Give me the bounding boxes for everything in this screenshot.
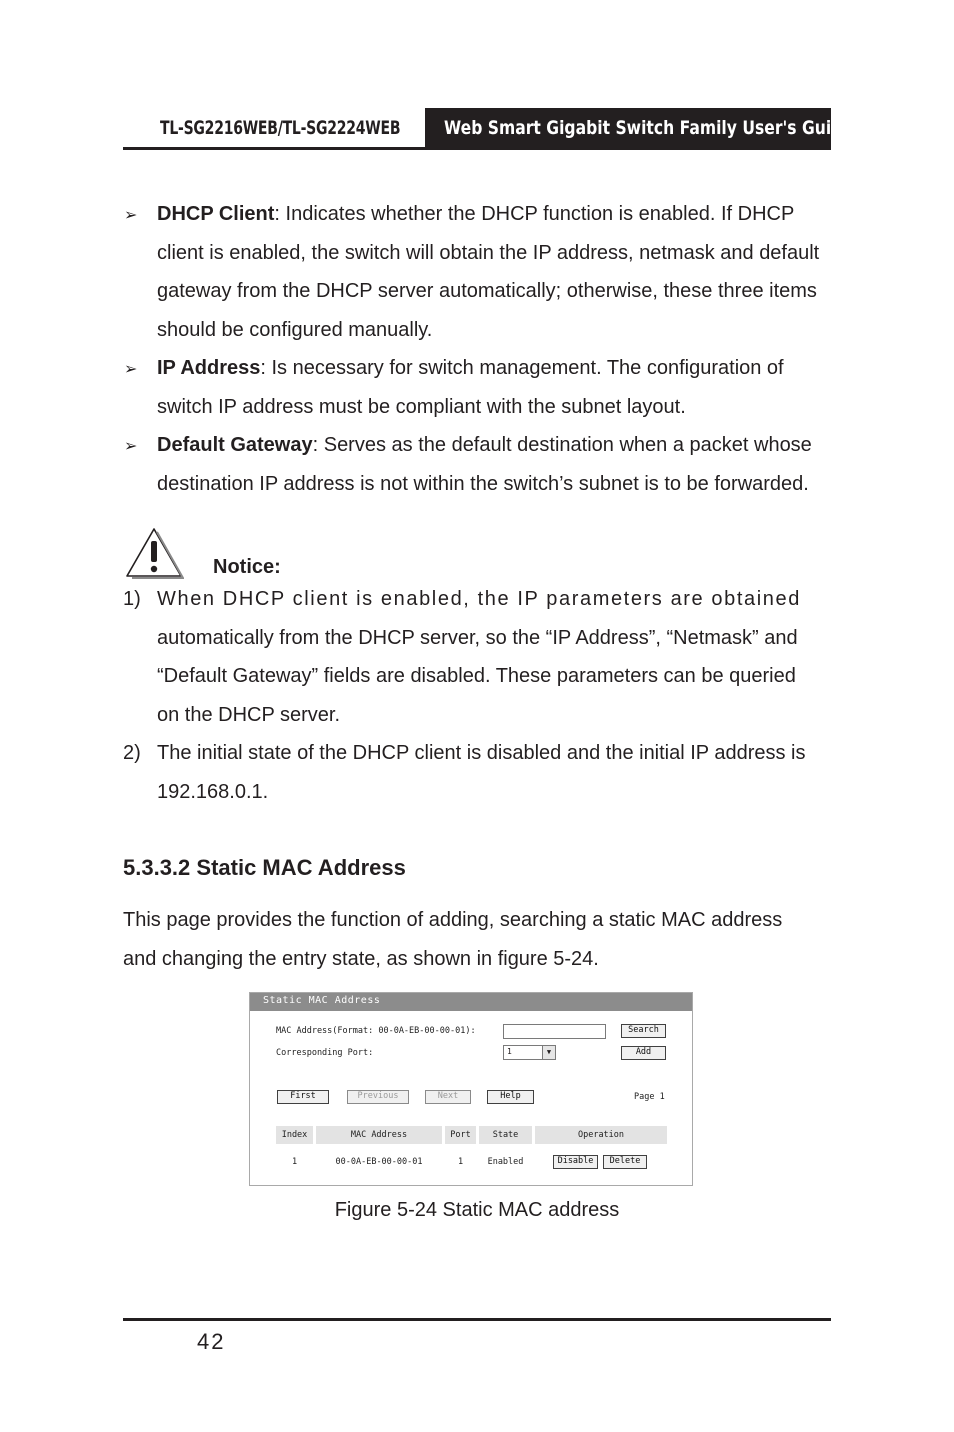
mac-address-input[interactable]: [503, 1024, 606, 1039]
bullet-text: should be configured manually.: [157, 318, 433, 341]
next-button[interactable]: Next: [425, 1090, 471, 1104]
notice-text: “Default Gateway” fields are disabled. These parameters can be queried: [157, 665, 796, 688]
search-button[interactable]: Search: [621, 1024, 666, 1038]
page-number: 42: [197, 1329, 226, 1354]
bullet-text: gateway from the DHCP server automatically; otherwise, these three items: [157, 280, 817, 303]
footer-rule: [123, 1318, 831, 1321]
notice-title: Notice:: [213, 556, 281, 578]
bullet-arrow-icon: ➢: [124, 361, 138, 378]
bullet-text: : Is necessary for switch management. The configuration of: [260, 357, 784, 379]
page-indicator: Page 1: [634, 1092, 665, 1102]
section-intro: [123, 901, 831, 978]
bullet-term: Default Gateway: [157, 434, 313, 456]
header-guide-block: [425, 108, 853, 150]
chevron-down-icon[interactable]: ▼: [542, 1046, 555, 1059]
panel-title-bar: [250, 993, 692, 1011]
row-index: 1: [291, 1157, 298, 1167]
notice-item-2: [157, 734, 831, 811]
port-select-value: 1: [507, 1047, 512, 1056]
column-header-port: Port: [445, 1126, 476, 1144]
notice-text: When DHCP client is enabled, the IP parameters are obtained: [157, 588, 801, 610]
header-guide-title: Web Smart Gigabit Switch Family User's Guide: [444, 117, 853, 139]
column-header-mac: MAC Address: [316, 1126, 442, 1144]
disable-button[interactable]: Disable: [553, 1155, 598, 1169]
help-button[interactable]: Help: [487, 1090, 534, 1104]
panel-title: Static MAC Address: [263, 995, 381, 1006]
bullet-text: : Serves as the default destination when a packet whose: [312, 434, 812, 456]
static-mac-screenshot: [249, 992, 693, 1186]
port-select[interactable]: [503, 1045, 556, 1060]
column-header-operation: Operation: [535, 1126, 667, 1144]
bullet-term: DHCP Client: [157, 203, 275, 225]
add-button[interactable]: Add: [621, 1046, 666, 1060]
notice-text: on the DHCP server.: [157, 703, 341, 726]
bullet-text: destination IP address is not within the switch’s subnet is to be forwarded.: [157, 472, 809, 495]
header-model-block: [123, 108, 425, 150]
bullet-arrow-icon: ➢: [124, 207, 138, 224]
notice-item-number: 1): [123, 588, 141, 610]
intro-text: This page provides the function of adding, searching a static MAC address: [123, 909, 783, 931]
notice-text: The initial state of the DHCP client is disabled and the initial IP address is: [157, 742, 806, 764]
intro-text: and changing the entry state, as shown in figure 5-24.: [123, 947, 599, 970]
notice-text: 192.168.0.1.: [157, 780, 269, 803]
row-port: 1: [457, 1157, 464, 1167]
delete-button[interactable]: Delete: [603, 1155, 647, 1169]
warning-icon: [124, 526, 184, 580]
first-button[interactable]: First: [277, 1090, 329, 1104]
bullet-text: client is enabled, the switch will obtain the IP address, netmask and default: [157, 241, 820, 264]
figure-caption: Figure 5-24 Static MAC address: [334, 1199, 620, 1221]
bullet-text: : Indicates whether the DHCP function is enabled. If DHCP: [274, 203, 795, 225]
port-label: Corresponding Port:: [276, 1048, 374, 1058]
bullet-term: IP Address: [157, 357, 261, 379]
bullet-arrow-icon: ➢: [124, 438, 138, 455]
mac-address-label: MAC Address(Format: 00-0A-EB-00-00-01):: [276, 1026, 476, 1036]
notice-item-number: 2): [123, 742, 141, 764]
bullet-dhcp-client: [157, 195, 831, 349]
row-mac: 00-0A-EB-00-00-01: [335, 1157, 423, 1167]
row-state: Enabled: [487, 1157, 524, 1167]
previous-button[interactable]: Previous: [347, 1090, 409, 1104]
bullet-ip-address: [157, 349, 831, 426]
notice-text: automatically from the DHCP server, so the “IP Address”, “Netmask” and: [157, 626, 798, 649]
header-model: TL-SG2216WEB/TL-SG2224WEB: [160, 117, 401, 139]
notice-item-1: [157, 580, 831, 734]
section-heading: 5.3.3.2 Static MAC Address: [123, 855, 406, 880]
bullet-default-gateway: [157, 426, 831, 503]
bullet-text: switch IP address must be compliant with the subnet layout.: [157, 395, 686, 418]
column-header-state: State: [479, 1126, 532, 1144]
column-header-index: Index: [276, 1126, 313, 1144]
